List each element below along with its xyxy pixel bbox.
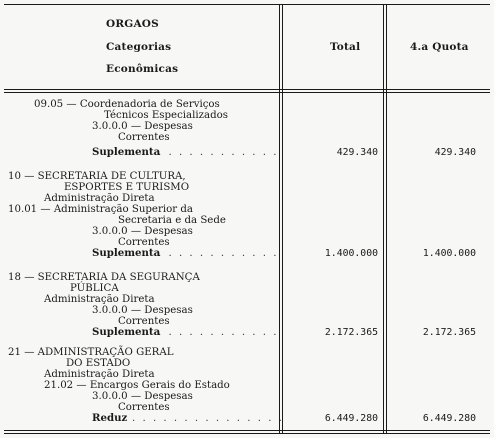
row-label: 18 — SECRETARIA DA SEGURANÇA xyxy=(8,272,200,283)
row-label: 3.0.0.0 — Despesas xyxy=(92,121,193,132)
header-rule-2 xyxy=(4,92,490,93)
row-label: 3.0.0.0 — Despesas xyxy=(92,305,193,316)
row-label: Suplementa xyxy=(92,146,161,158)
table-row xyxy=(0,326,494,339)
total-value: 1.400.000 xyxy=(324,248,378,259)
top-rule xyxy=(4,4,490,5)
row-label: Correntes xyxy=(118,402,170,413)
table-row xyxy=(0,412,494,425)
header-orgaos: ORGAOS xyxy=(106,18,159,30)
row-label: Técnicos Especializados xyxy=(104,110,228,121)
leader-dots: . . . . . . . . . . . . . . . xyxy=(132,413,284,424)
leader-dots: . . . . . . . . . . . . xyxy=(158,327,279,338)
header-economicas: Econômicas xyxy=(106,63,179,75)
row-label: Suplementa xyxy=(92,247,161,259)
row-label: Correntes xyxy=(118,316,170,327)
row-label: Administração Direta xyxy=(44,369,155,380)
row-label: 3.0.0.0 — Despesas xyxy=(92,391,193,402)
row-label: Suplementa xyxy=(92,326,161,338)
row-label: Administração Direta xyxy=(44,193,155,204)
header-rule-1 xyxy=(4,89,490,90)
table-row xyxy=(0,247,494,260)
row-label: 10.01 — Administração Superior da xyxy=(8,204,193,215)
row-label: 3.0.0.0 — Despesas xyxy=(92,226,193,237)
row-label: 21 — ADMINISTRAÇÃO GERAL xyxy=(8,347,174,358)
total-value: 429.340 xyxy=(336,147,378,158)
leader-dots: . . . . . . . . . . . . xyxy=(158,248,279,259)
bottom-rule-1 xyxy=(4,430,490,431)
quota-value: 6.449.280 xyxy=(422,413,476,424)
row-label: Secretaria e da Sede xyxy=(118,215,226,226)
table-row xyxy=(0,146,494,159)
row-label: PÚBLICA xyxy=(70,283,119,294)
quota-value: 2.172.365 xyxy=(422,327,476,338)
row-label: ESPORTES E TURISMO xyxy=(64,182,190,193)
leader-dots: . . . . . . . . . . . . xyxy=(158,147,279,158)
quota-value: 1.400.000 xyxy=(422,248,476,259)
total-value: 6.449.280 xyxy=(324,413,378,424)
bottom-rule-2 xyxy=(4,433,490,434)
row-label: 21.02 — Encargos Gerais do Estado xyxy=(44,380,230,391)
row-label: 10 — SECRETARIA DE CULTURA, xyxy=(8,171,186,182)
quota-value: 429.340 xyxy=(434,147,476,158)
table-row xyxy=(0,131,494,144)
row-label: Administração Direta xyxy=(44,294,155,305)
row-label: Correntes xyxy=(118,237,170,248)
row-label: DO ESTADO xyxy=(66,358,131,369)
header-quota: 4.a Quota xyxy=(410,41,469,53)
row-label: Reduz xyxy=(92,412,128,424)
row-label: Correntes xyxy=(118,132,170,143)
total-value: 2.172.365 xyxy=(324,327,378,338)
header-categorias: Categorias xyxy=(106,41,172,53)
header-total: Total xyxy=(330,41,361,53)
row-label: 09.05 — Coordenadoria de Serviços xyxy=(34,99,220,110)
